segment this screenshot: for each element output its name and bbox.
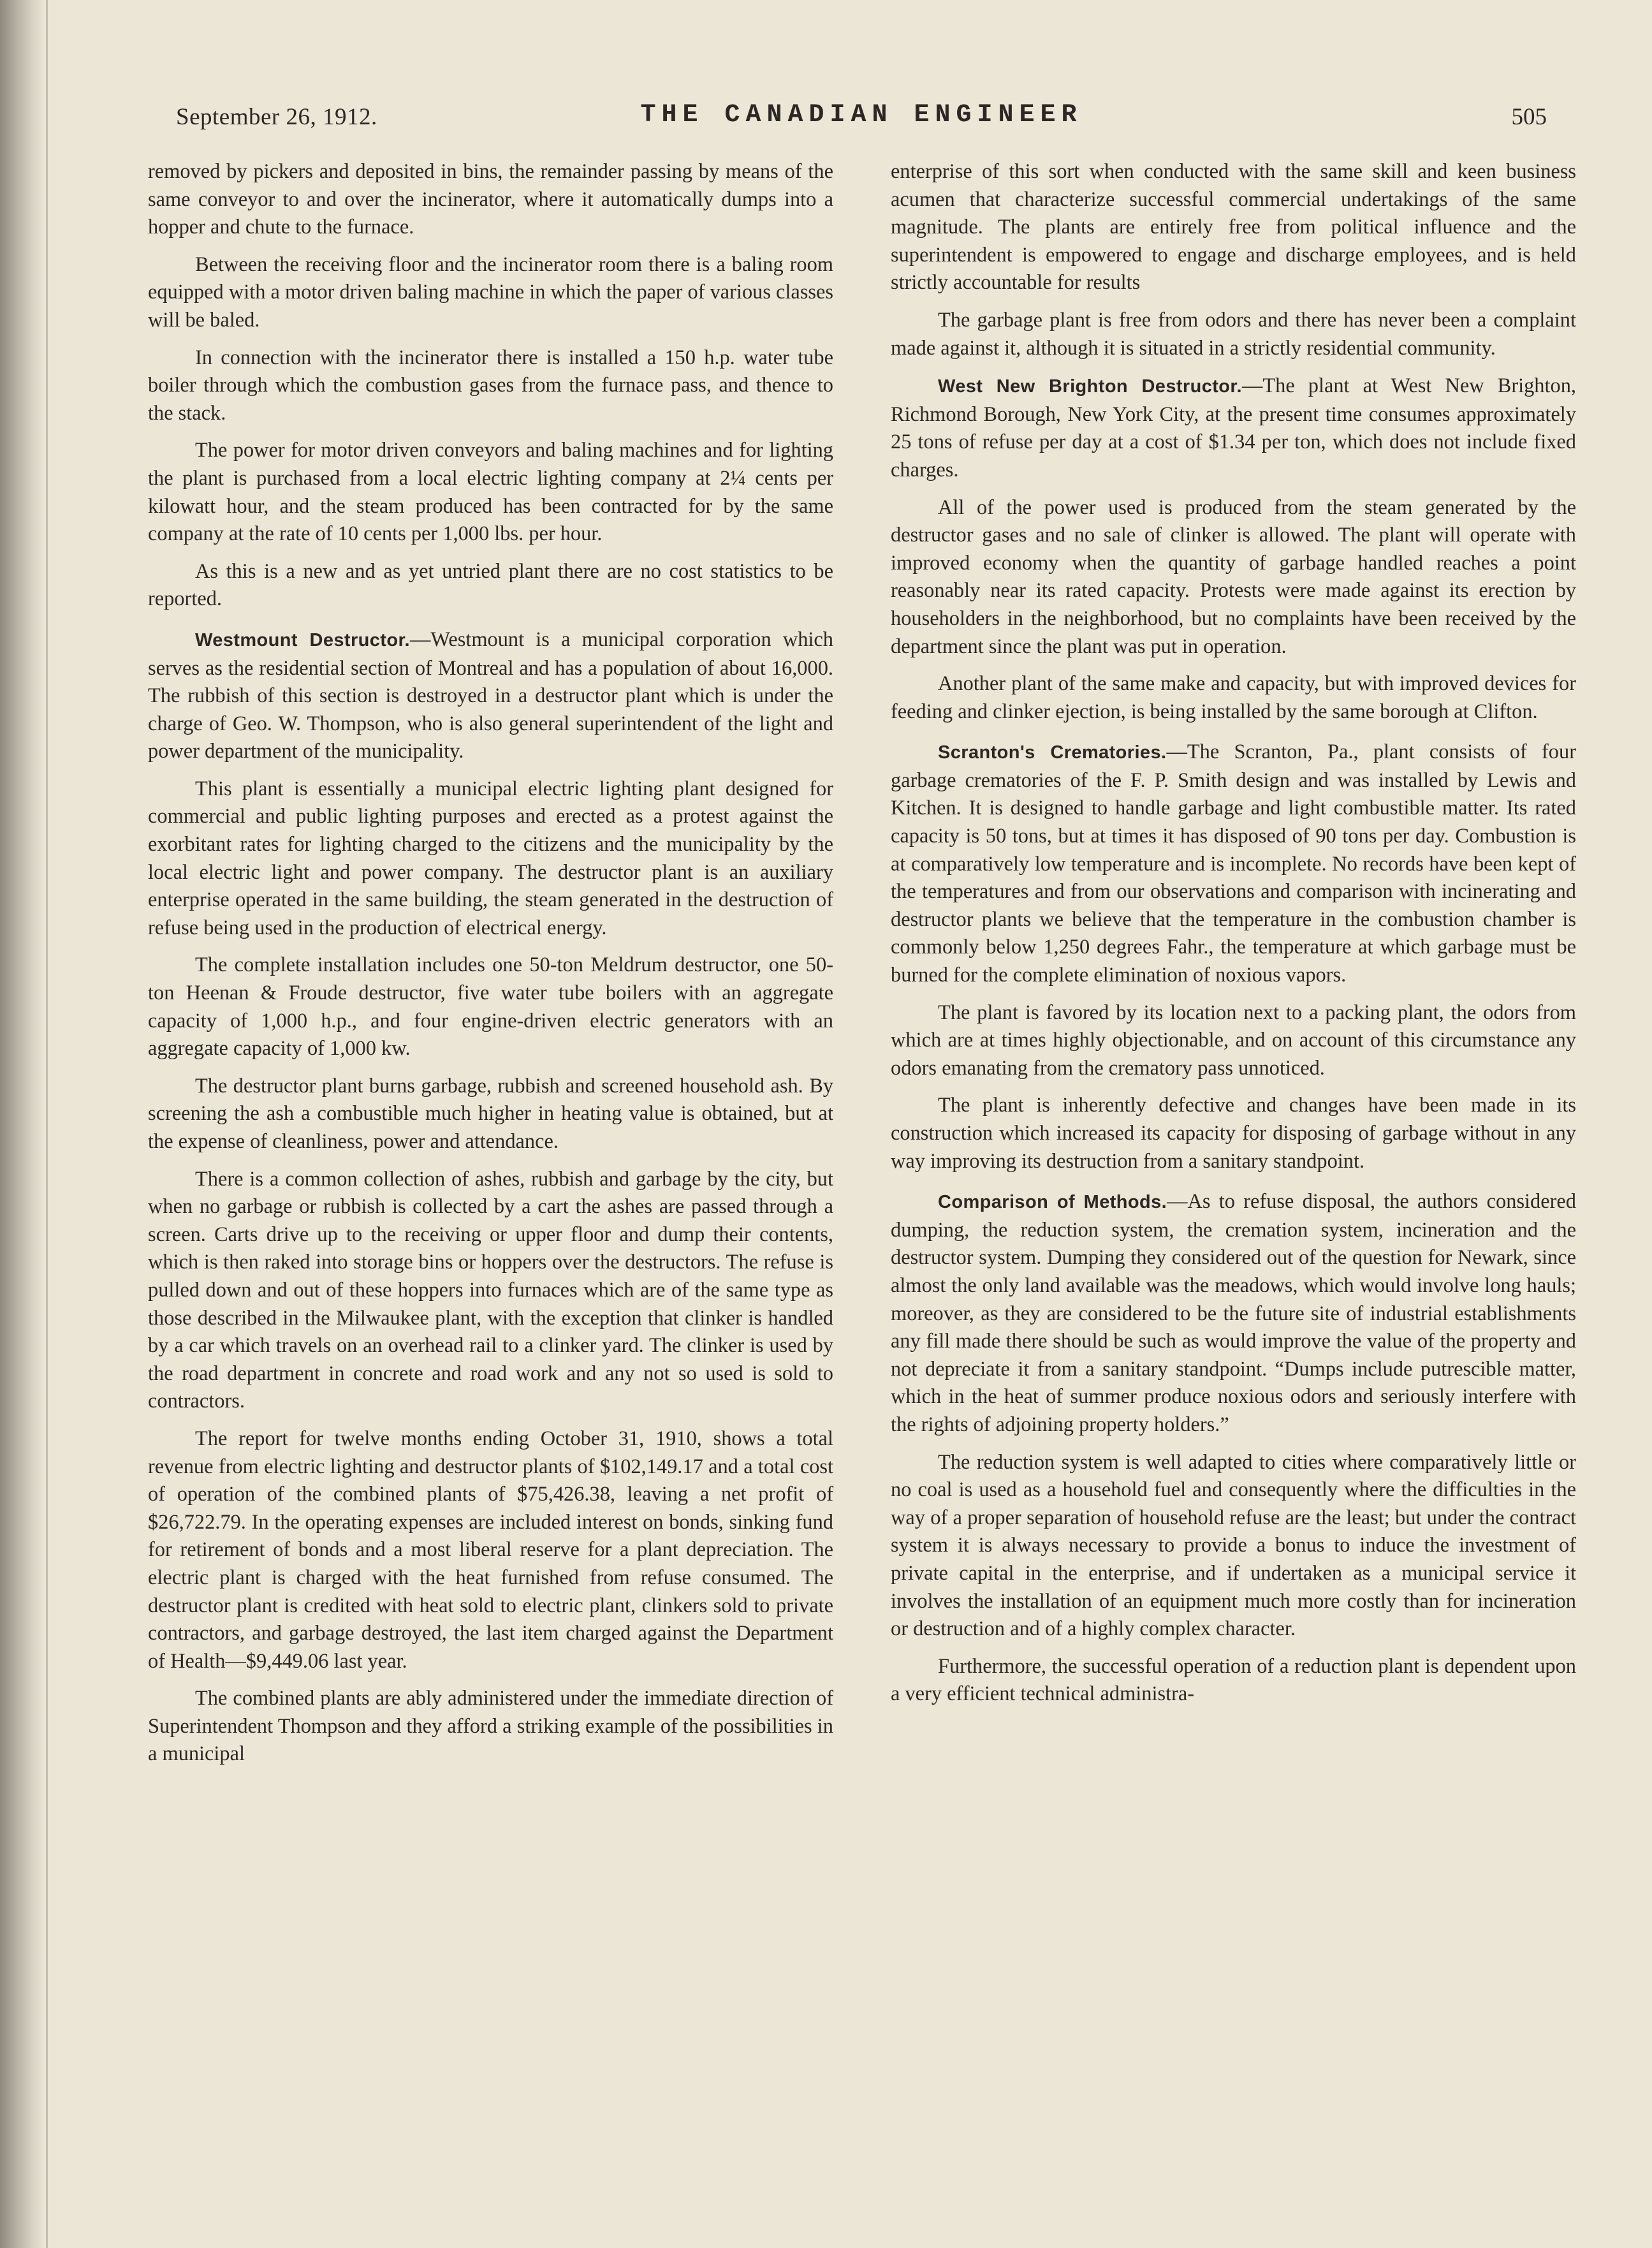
right-column (891, 158, 1576, 1718)
page-binding-edge (46, 0, 48, 2248)
left-column (148, 158, 833, 1778)
paragraph: enterprise of this sort when conducted with the same skill and keen business acumen that characterize successful commercial undertakings of the same magnitude. The plants are entirely free from political influence and the superintendent is empowered to engage and discharge employees, and is held strictly accountable for results (891, 160, 1576, 295)
west-new-brighton-section (891, 372, 1576, 484)
paragraph: The plant is favored by its location next to a packing plant, the odors from which are at times highly objectionable, and on account of this circumstance any odors emanating from the crematory pass unnoticed. (891, 1001, 1576, 1080)
paragraph: Between the receiving floor and the incinerator room there is a baling room equipped with a motor driven baling machine in which the paper of various classes will be baled. (148, 253, 833, 332)
issue-date: September 26, 1912. (176, 104, 377, 130)
paragraph: The combined plants are ably administered under the immediate direction of Superintendent Thompson and they afford a striking example of the possibilities in a municipal (148, 1687, 833, 1766)
page-number: 505 (1511, 104, 1547, 130)
paragraph: The destructor plant burns garbage, rubbish and screened household ash. By screening the ash a combustible much higher in heating value is obtained, but at the expense of cleanliness, power and attendance. (148, 1074, 833, 1153)
paragraph: The power for motor driven conveyors and baling machines and for lighting the plant is purchased from a local electric lighting company at 2¼ cents per kilowatt hour, and the steam produced has been contracted for by the same company at the rate of 10 cents per 1,000 lbs. per hour. (148, 439, 833, 546)
scranton-section (891, 738, 1576, 989)
section-text: —Westmount is a municipal corporation which serves as the residential section of Montreal and has a population of about 16,000. The rubbish of this section is destroyed in a destructor plant which is under the charge of Geo. W. Thompson, who is also general superintendent of the light and power department of the municipality. (148, 628, 834, 763)
paragraph: The reduction system is well adapted to cities where comparatively little or no coal is used as a household fuel and consequently where the difficulties in the way of a proper separation of household refuse are the least; but under the contract system it is always necessary to provide a bonus to induce the investment of private capital in the enterprise, and if undertaken as a municipal service it involves the installation of an equipment much more costly than for incineration or destruction and of a highly complex character. (891, 1450, 1576, 1641)
paragraph: Furthermore, the successful operation of a reduction plant is dependent upon a very efficient technical administra- (891, 1654, 1576, 1706)
section-text: —The Scranton, Pa., plant consists of four garbage crematories of the F. P. Smith design and was installed by Lewis and Kitchen. It is designed to handle garbage and light combustible matter. Its rated capacity is 50 tons, but at times it has disposed of 90 tons per day. Combustion is at comparatively low temperature and is incomplete. No records have been kept of the temperatures and from our observations and comparison with incinerating and destructor plants we believe that the temperature in the combustion chamber is commonly below 1,250 degrees Fahr., the temperature at which garbage must be burned for the complete elimination of noxious vapors. (891, 740, 1576, 987)
paragraph: In connection with the incinerator there is installed a 150 h.p. water tube boiler through which the combustion gases from the furnace pass, and thence to the stack. (148, 346, 833, 425)
page-header (176, 96, 1547, 147)
section-heading-scranton: Scranton's Crematories. (938, 742, 1167, 763)
paragraph: The garbage plant is free from odors and there has never been a complaint made against it, although it is situated in a strictly residential community. (891, 308, 1576, 360)
section-heading-west-new-brighton: West New Brighton Destructor. (938, 376, 1242, 397)
paragraph: The report for twelve months ending October 31, 1910, shows a total revenue from electric lighting and destructor plants of $102,149.17 and a total cost of operation of the combined plants of $75,426.38, leaving a net profit of $26,722.79. In the operating expenses are included interest on bonds, sinking fund for retirement of bonds and a most liberal reserve for a plant depreciation. The electric plant is charged with the heat furnished from refuse consumed. The destructor plant is credited with heat sold to electric plant, clinkers sold to private contractors, and garbage destroyed, the last item charged against the Department of Health—$9,449.06 last year. (148, 1427, 833, 1673)
journal-title: THE CANADIAN ENGINEER (640, 101, 1083, 129)
comparison-section (891, 1188, 1576, 1439)
paragraph: Another plant of the same make and capacity, but with improved devices for feeding and clinker ejection, is being installed by the same borough at Clifton. (891, 672, 1576, 723)
section-text: —As to refuse disposal, the authors considered dumping, the reduction system, the cremation system, incineration and the destructor system. Dumping they considered out of the question for Newark, since almost the only land available was the meadows, which would involve long hauls; moreover, as they are considered to be the future site of industrial establishments any fill made there should be such as would improve the value of the property and not depreciate it from a sanitary standpoint. “Dumps include putrescible matter, which in the heat of summer produce noxious odors and seriously interfere with the rights of adjoining property holders.” (891, 1190, 1576, 1436)
westmount-section (148, 626, 833, 766)
paragraph: The plant is inherently defective and changes have been made in its construction which increased its capacity for disposing of garbage without in any way improving its destruction from a sanitary standpoint. (891, 1094, 1576, 1173)
section-heading-comparison: Comparison of Methods. (938, 1192, 1167, 1213)
paragraph: This plant is essentially a municipal electric lighting plant designed for commercial and public lighting purposes and erected as a protest against the exorbitant rates for lighting charged to the citizens and the municipality by the local electric light and power company. The destructor plant is an auxiliary enterprise operated in the same building, the steam generated in the destruction of refuse being used in the production of electrical energy. (148, 777, 833, 939)
paragraph: All of the power used is produced from the steam generated by the destructor gases and no sale of clinker is allowed. The plant will operate with improved economy when the quantity of garbage handled reaches a point reasonably near its rated capacity. Protests were made against its erection by householders in the neighborhood, but no complaints have been received by the department since the plant was put in operation. (891, 496, 1576, 658)
paragraph: The complete installation includes one 50-ton Meldrum destructor, one 50-ton Heenan & Froude destructor, five water tube boilers with an aggregate capacity of 1,000 h.p., and four engine-driven electric generators with an aggregate capacity of 1,000 kw. (148, 953, 833, 1061)
paragraph: There is a common collection of ashes, rubbish and garbage by the city, but when no garbage or rubbish is collected by a cart the ashes are passed through a screen. Carts drive up to the receiving or upper floor and dump their contents, which is then raked into storage bins or hoppers over the destructors. The refuse is pulled down and out of these hoppers into furnaces which are of the same type as those described in the Milwaukee plant, with the exception that clinker is handled by a car which travels on an overhead rail to a clinker yard. The clinker is used by the road department in concrete and road work and any not so used is sold to contractors. (148, 1167, 833, 1413)
section-heading-westmount: Westmount Destructor. (195, 629, 410, 650)
paragraph: removed by pickers and deposited in bins, the remainder passing by means of the same conveyor to and over the incinerator, where it automatically dumps into a hopper and chute to the furnace. (148, 160, 833, 239)
paragraph: As this is a new and as yet untried plant there are no cost statistics to be reported. (148, 559, 833, 611)
page-binding-shadow (0, 0, 45, 2248)
section-text: —The plant at West New Brighton, Richmond Borough, New York City, at the present time consumes approximately 25 tons of refuse per day at a cost of $1.34 per ton, which does not include fixed charges. (891, 374, 1576, 481)
